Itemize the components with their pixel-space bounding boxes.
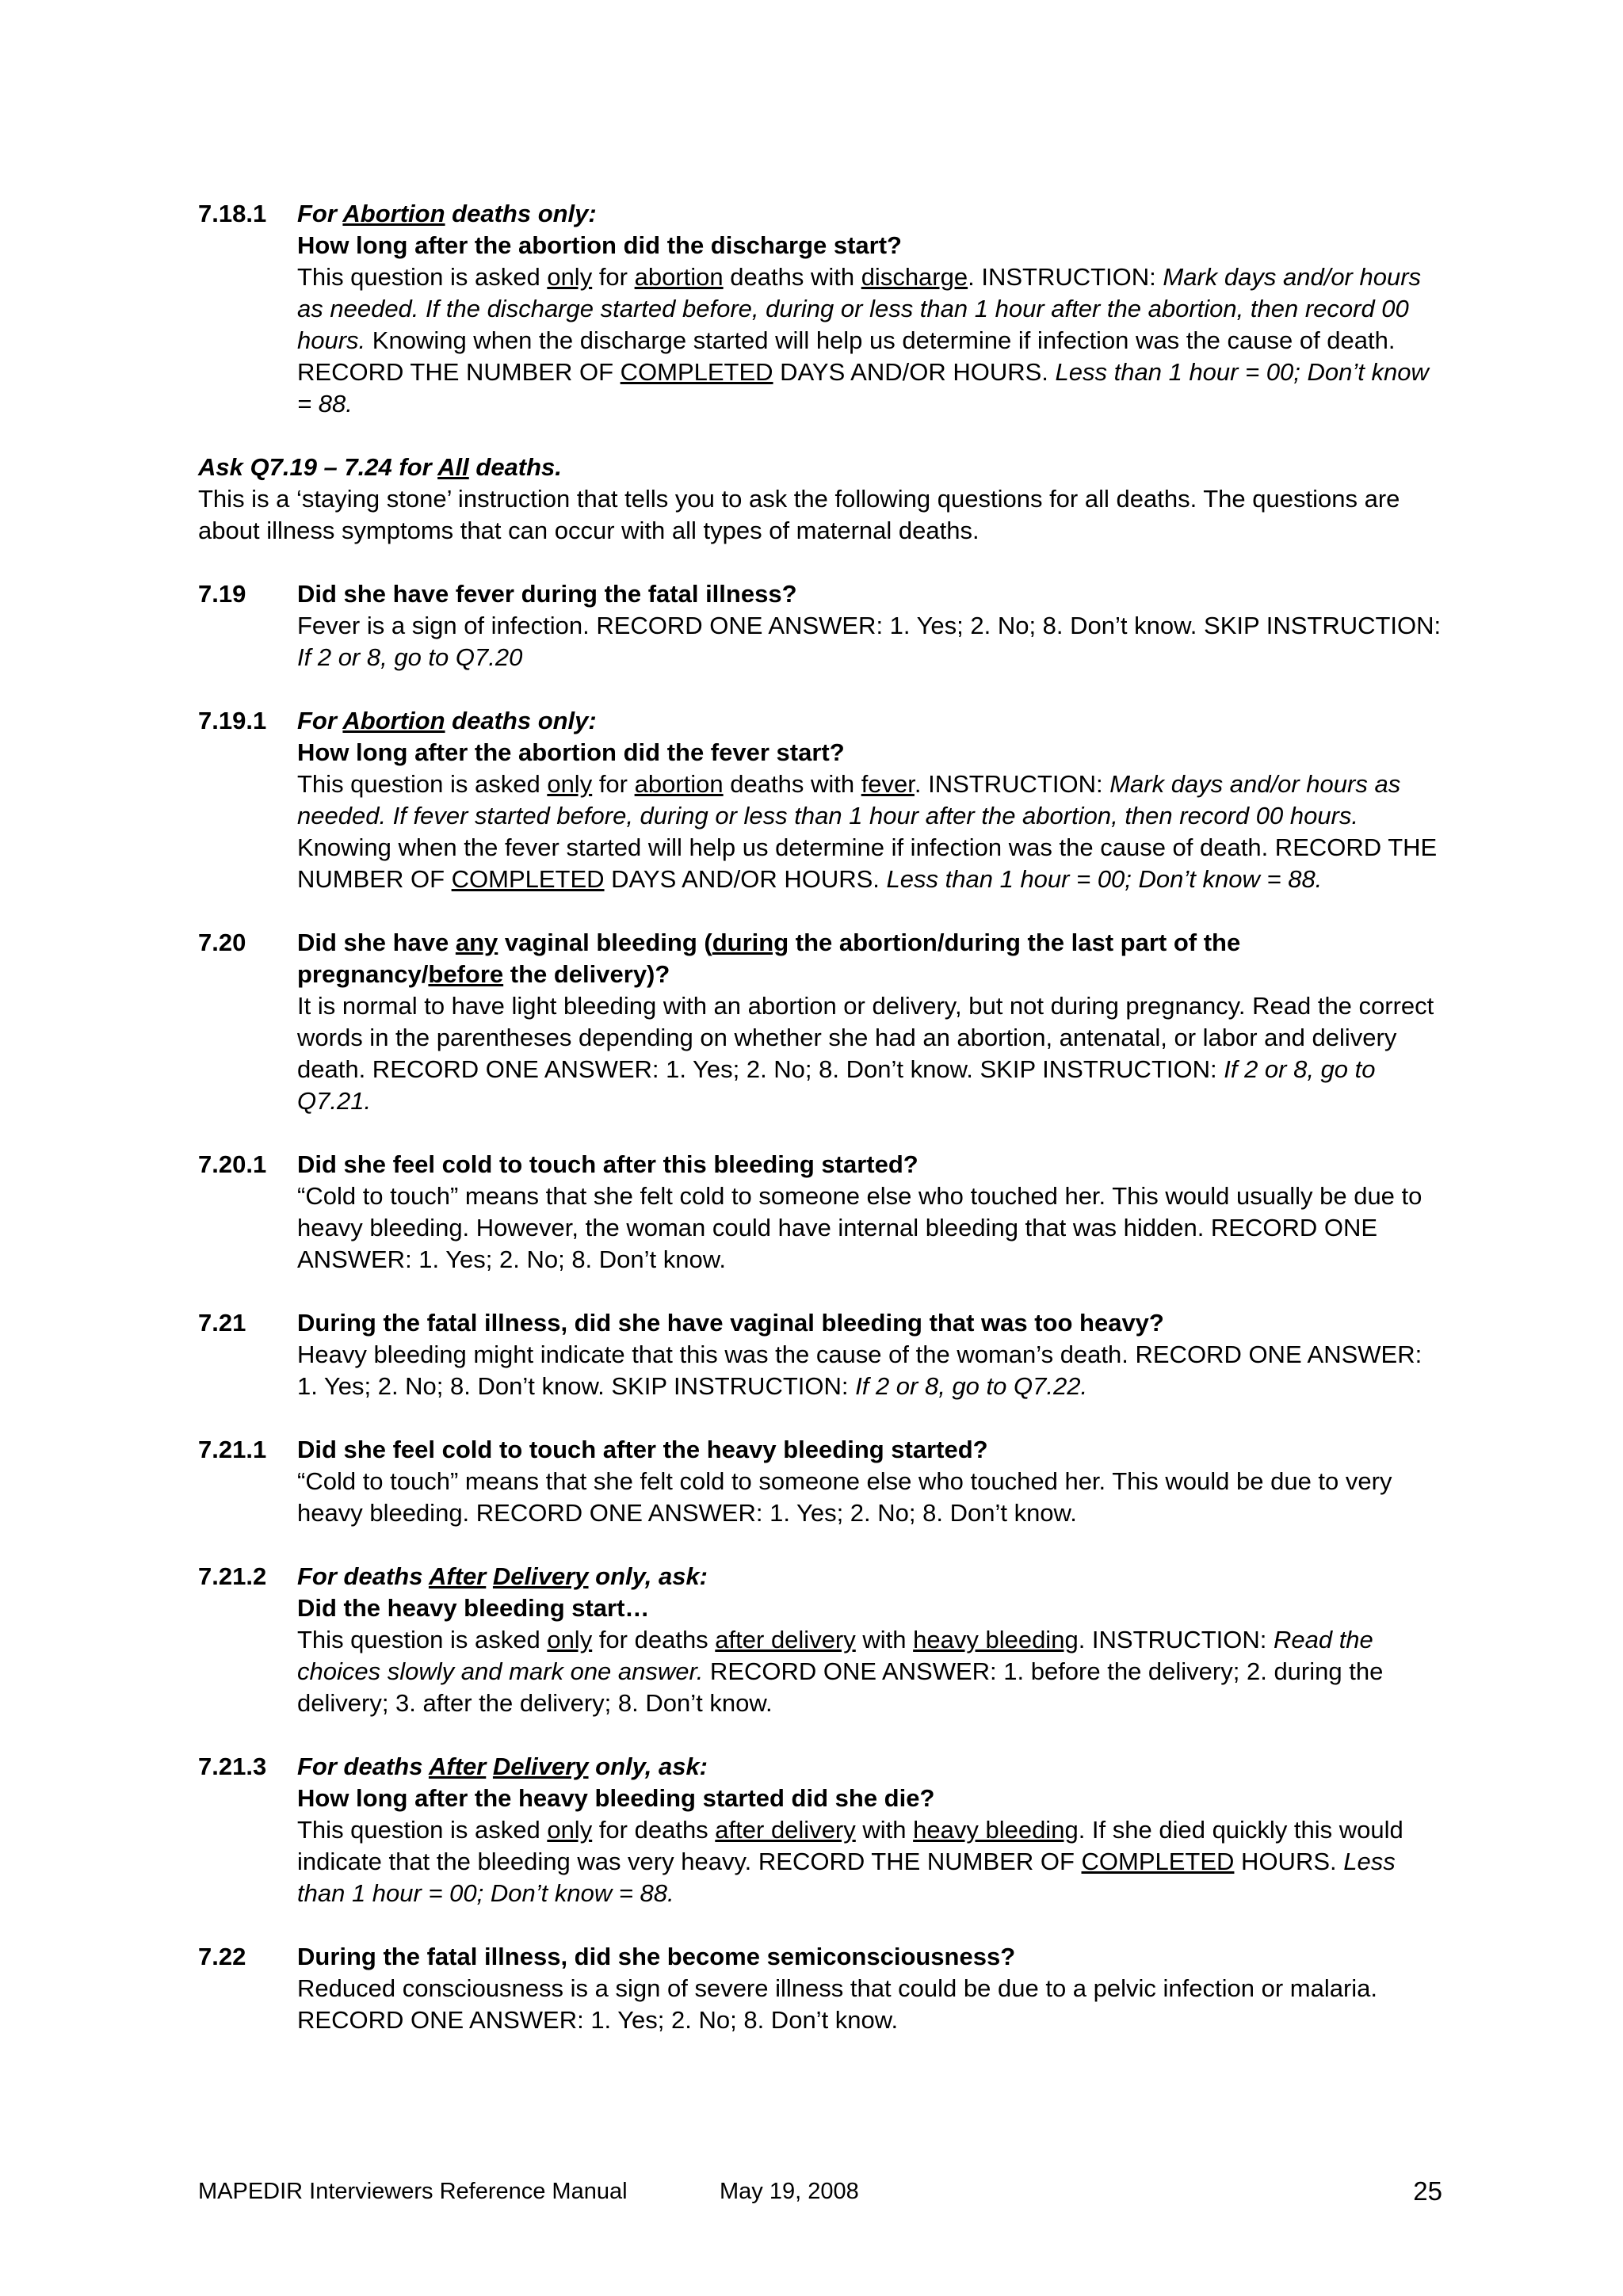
- question-lead: For Abortion deaths only:: [297, 200, 597, 227]
- question-number: 7.19.1: [198, 707, 267, 734]
- question-lead: For deaths After Delivery only, ask:: [297, 1753, 708, 1780]
- question-7-18-1: [198, 198, 1442, 420]
- question-7-21: [198, 1307, 1442, 1402]
- question-title: How long after the heavy bleeding started did she die?: [297, 1784, 935, 1812]
- document-page: [198, 198, 1442, 2068]
- question-title: Did the heavy bleeding start…: [297, 1594, 650, 1622]
- question-guidance: This question is asked only for abortion deaths with discharge. INSTRUCTION: Mark days and/or hours as needed. If the discharge started before, during or less than 1 hour after the abortion, then record 00 hours. Knowing when the discharge started will help us determine if infection was the cause of death. RECORD THE NUMBER OF COMPLETED DAYS AND/OR HOURS. Less than 1 hour = 00; Don’t know = 88.: [297, 263, 1429, 418]
- question-guidance: “Cold to touch” means that she felt cold to someone else who touched her. This would be due to very heavy bleeding. RECORD ONE ANSWER: 1. Yes; 2. No; 8. Don’t know.: [297, 1467, 1392, 1527]
- question-guidance: This question is asked only for abortion deaths with fever. INSTRUCTION: Mark days and/or hours as needed. If fever started before, during or less than 1 hour after the abortion, then record 00 hours. Knowing when the fever started will help us determine if infection was the cause of death. RECORD THE NUMBER OF COMPLETED DAYS AND/OR HOURS. Less than 1 hour = 00; Don’t know = 88.: [297, 770, 1438, 893]
- question-lead: For Abortion deaths only:: [297, 707, 597, 734]
- footer-date: May 19, 2008: [720, 2179, 859, 2204]
- question-title: During the fatal illness, did she become semiconsciousness?: [297, 1943, 1016, 1970]
- question-7-21-3: [198, 1751, 1442, 1909]
- question-title: Did she have fever during the fatal illness?: [297, 580, 797, 608]
- question-title: How long after the abortion did the discharge start?: [297, 231, 902, 259]
- question-7-21-1: [198, 1434, 1442, 1529]
- instruction-heading: Ask Q7.19 – 7.24 for All deaths.: [198, 453, 562, 481]
- question-7-20: [198, 927, 1442, 1117]
- instruction-text: This is a ‘staying stone’ instruction that tells you to ask the following questions for all deaths. The questions are about illness symptoms that can occur with all types of maternal deaths.: [198, 485, 1400, 544]
- question-number: 7.22: [198, 1943, 246, 1970]
- footer-manual-title: MAPEDIR Interviewers Reference Manual: [198, 2179, 628, 2204]
- page-number: 25: [1413, 2176, 1442, 2206]
- question-number: 7.21.3: [198, 1753, 267, 1780]
- question-title: During the fatal illness, did she have vaginal bleeding that was too heavy?: [297, 1309, 1164, 1337]
- question-number: 7.20.1: [198, 1150, 267, 1178]
- question-title: Did she feel cold to touch after this bleeding started?: [297, 1150, 918, 1178]
- question-guidance: This question is asked only for deaths after delivery with heavy bleeding. INSTRUCTION: Read the choices slowly and mark one answer. RECORD ONE ANSWER: 1. before the delivery; 2. during the delivery; 3. after the delivery; 8. Don’t know.: [297, 1626, 1384, 1717]
- question-7-20-1: [198, 1149, 1442, 1276]
- question-number: 7.20: [198, 929, 246, 956]
- question-guidance: Fever is a sign of infection. RECORD ONE ANSWER: 1. Yes; 2. No; 8. Don’t know. SKIP INSTRUCTION: If 2 or 8, go to Q7.20: [297, 612, 1442, 671]
- question-7-19-1: [198, 705, 1442, 895]
- question-7-19: [198, 578, 1442, 673]
- question-number: 7.21.1: [198, 1436, 267, 1463]
- question-7-22: [198, 1941, 1442, 2036]
- question-number: 7.21.2: [198, 1562, 267, 1590]
- question-guidance: Reduced consciousness is a sign of severe illness that could be due to a pelvic infection or malaria. RECORD ONE ANSWER: 1. Yes; 2. No; 8. Don’t know.: [297, 1974, 1378, 2034]
- question-number: 7.18.1: [198, 200, 267, 227]
- question-title: Did she feel cold to touch after the heavy bleeding started?: [297, 1436, 988, 1463]
- question-guidance: It is normal to have light bleeding with an abortion or delivery, but not during pregnancy. Read the correct words in the parentheses depending on whether she had an abortion, antenatal, or labor and delivery death. RECORD ONE ANSWER: 1. Yes; 2. No; 8. Don’t know. SKIP INSTRUCTION: If 2 or 8, go to Q7.21.: [297, 992, 1434, 1115]
- question-number: 7.19: [198, 580, 246, 608]
- question-guidance: This question is asked only for deaths after delivery with heavy bleeding. If she died quickly this would indicate that the bleeding was very heavy. RECORD THE NUMBER OF COMPLETED HOURS. Less than 1 hour = 00; Don’t know = 88.: [297, 1816, 1403, 1907]
- question-title: Did she have any vaginal bleeding (during the abortion/during the last part of the pregnancy/before the delivery)?: [297, 929, 1241, 988]
- question-number: 7.21: [198, 1309, 246, 1337]
- ask-all-instruction: [198, 452, 1442, 547]
- question-guidance: “Cold to touch” means that she felt cold to someone else who touched her. This would usually be due to heavy bleeding. However, the woman could have internal bleeding that was hidden. RECORD ONE ANSWER: 1. Yes; 2. No; 8. Don’t know.: [297, 1182, 1423, 1273]
- question-guidance: Heavy bleeding might indicate that this was the cause of the woman’s death. RECORD ONE ANSWER: 1. Yes; 2. No; 8. Don’t know. SKIP INSTRUCTION: If 2 or 8, go to Q7.22.: [297, 1341, 1423, 1400]
- question-title: How long after the abortion did the fever start?: [297, 738, 845, 766]
- question-lead: For deaths After Delivery only, ask:: [297, 1562, 708, 1590]
- question-7-21-2: [198, 1561, 1442, 1719]
